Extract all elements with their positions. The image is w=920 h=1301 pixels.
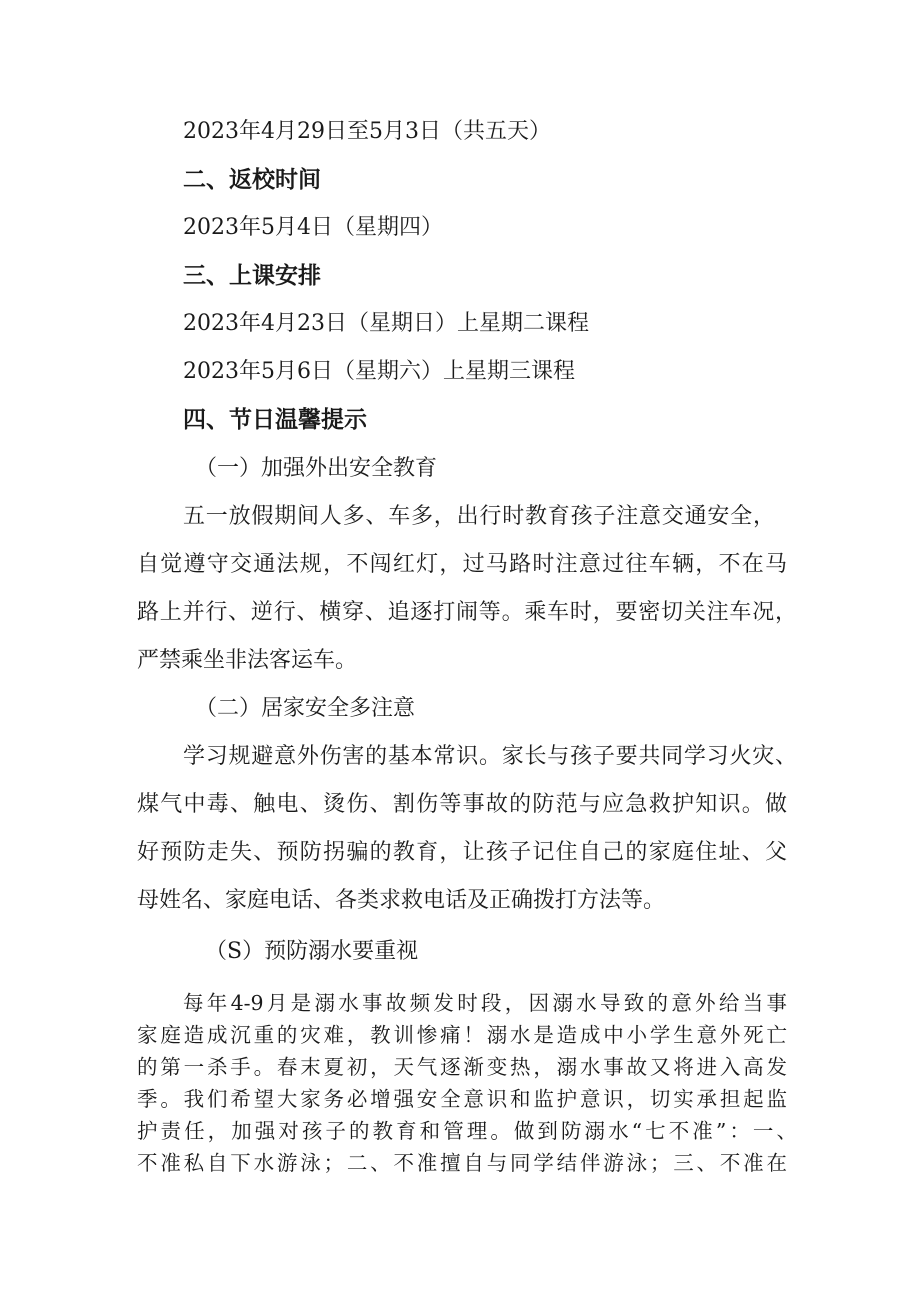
paragraph-line: 自觉遵守交通法规，不闯红灯，过马路时注意过往车辆，不在马	[137, 552, 787, 577]
subsection-2-title: （二）居家安全多注意	[195, 696, 416, 721]
section-3-heading: 三、上课安排	[183, 263, 321, 289]
paragraph-line: 每年4-9月是溺水事故频发时段，因溺水导致的意外给当事	[183, 991, 787, 1015]
paragraph-line: 的第一杀手。春末夏初，天气逐渐变热，溺水事故又将进入高发	[137, 1055, 787, 1079]
paragraph-line: 好预防走失、预防拐骗的教育，让孩子记住自己的家庭住址、父	[137, 840, 787, 865]
class-arrangement-line-2: 2023年5月6日（星期六）上星期三课程	[183, 359, 575, 384]
paragraph-line: 母姓名、家庭电话、各类求救电话及正确拨打方法等。	[137, 888, 666, 913]
paragraph-line: 护责任，加强对孩子的教育和管理。做到防溺水“七不准”：一、	[137, 1119, 797, 1143]
holiday-dates: 2023年4月29日至5月3日（共五天）	[183, 119, 551, 144]
paragraph-line: 家庭造成沉重的灾难，教训惨痛！溺水是造成中小学生意外死亡	[137, 1023, 787, 1047]
paragraph-line: 学习规避意外伤害的基本常识。家长与孩子要共同学习火灾、	[183, 744, 797, 769]
section-4-heading: 四、节日温馨提示	[183, 407, 367, 433]
paragraph-line: 五一放假期间人多、车多，出行时教育孩子注意交通安全，	[183, 504, 775, 529]
paragraph-line: 煤气中毒、触电、烫伤、割伤等事故的防范与应急救护知识。做	[137, 792, 787, 817]
class-arrangement-line-1: 2023年4月23日（星期日）上星期二课程	[183, 311, 589, 336]
paragraph-line: 不准私自下水游泳；二、不准擅自与同学结伴游泳；三、不准在	[137, 1151, 787, 1175]
section-2-heading: 二、返校时间	[183, 167, 321, 193]
paragraph-line: 路上并行、逆行、横穿、追逐打闹等。乘车时，要密切关注车况，	[137, 600, 797, 625]
return-date: 2023年5月4日（星期四）	[183, 215, 443, 240]
subsection-1-title: （一）加强外出安全教育	[195, 456, 438, 481]
subsection-3-title: （S）预防溺水要重视	[205, 939, 419, 964]
paragraph-line: 季。我们希望大家务必增强安全意识和监护意识，切实承担起监	[137, 1087, 787, 1111]
paragraph-line: 严禁乘坐非法客运车。	[137, 648, 358, 673]
